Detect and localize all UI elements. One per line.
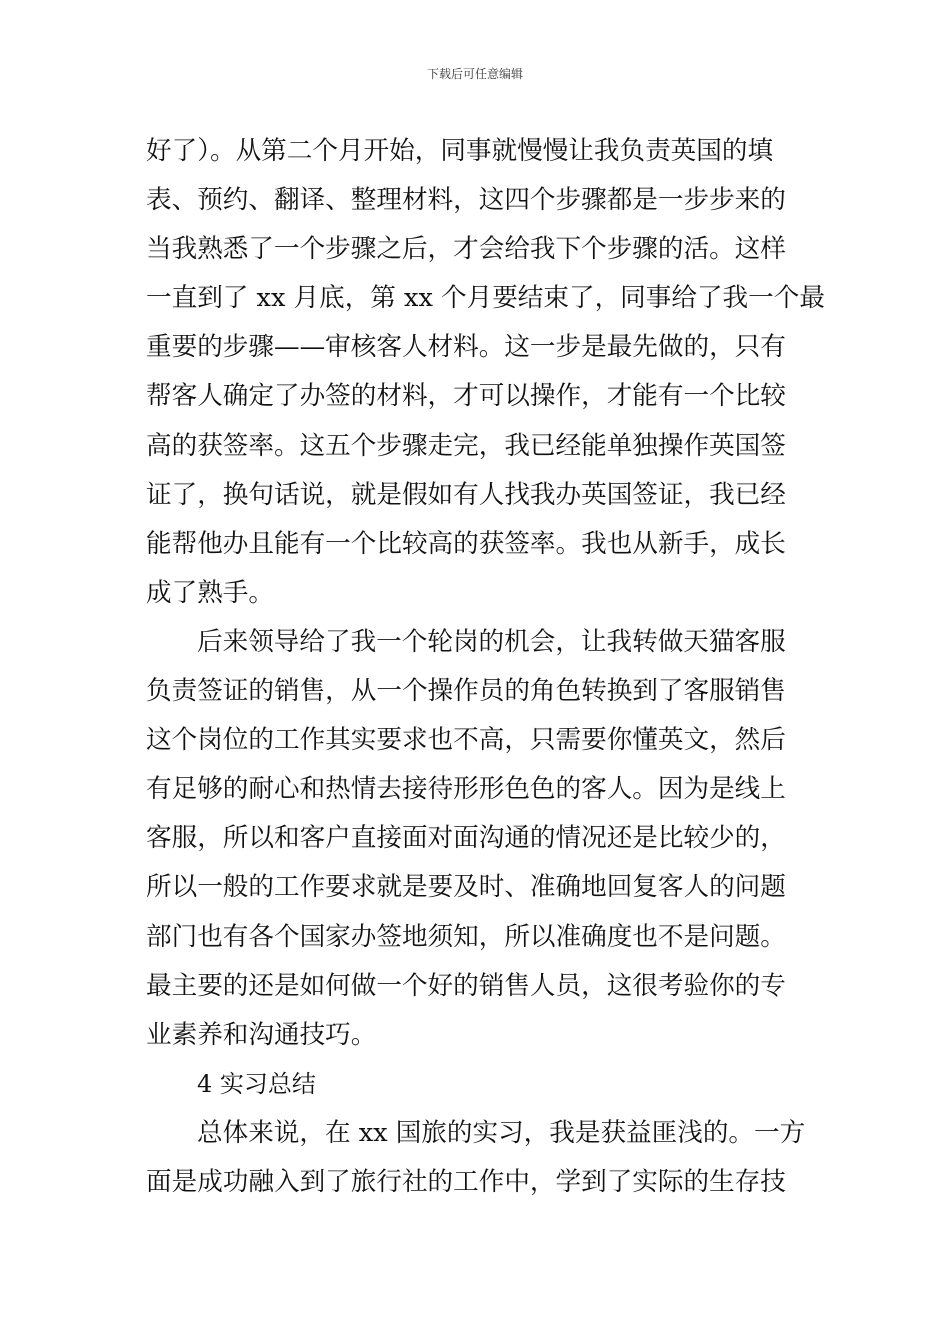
section-heading: 4 实习总结 (197, 1069, 316, 1098)
text-line: 证了，换句话说，就是假如有人找我办英国签证，我已经 (146, 479, 786, 510)
text-line: 所以一般的工作要求就是要及时、准确地回复客人的问题 (146, 872, 786, 903)
text-line: 好了）。从第二个月开始，同事就慢慢让我负责英国的填 (146, 136, 774, 166)
text-line: 重要的步骤——审核客人材料。这一步是最先做的，只有 (146, 332, 786, 363)
document-body (146, 127, 826, 1207)
text-line: 总体来说，在 xx 国旅的实习，我是获益匪浅的。一方 (197, 1117, 806, 1148)
text-line: 当我熟悉了一个步骤之后，才会给我下个步骤的活。这样 (146, 234, 786, 265)
text-line: 这个岗位的工作其实要求也不高，只需要你懂英文，然后 (146, 725, 786, 756)
text-line: 高的获签率。这五个步骤走完，我已经能单独操作英国签 (146, 430, 786, 461)
text-line: 业素养和沟通技巧。 (146, 1019, 377, 1050)
text-line: 成了熟手。 (146, 577, 274, 608)
page-header: 下载后可任意编辑 (426, 67, 523, 81)
text-line: 客服，所以和客户直接面对面沟通的情况还是比较少的， (146, 823, 786, 854)
text-line: 能帮他办且能有一个比较高的获签率。我也从新手，成长 (146, 528, 786, 559)
text-line: 后来领导给了我一个轮岗的机会，让我转做天猫客服 (197, 626, 786, 657)
text-line: 负责签证的销售，从一个操作员的角色转换到了客服销售 (146, 676, 786, 707)
text-line: 最主要的还是如何做一个好的销售人员，这很考验你的专 (146, 970, 786, 1001)
text-line: 面是成功融入到了旅行社的工作中，学到了实际的生存技 (146, 1166, 786, 1197)
text-line: 帮客人确定了办签的材料，才可以操作，才能有一个比较 (146, 381, 786, 412)
text-line: 一直到了 xx 月底，第 xx 个月要结束了，同事给了我一个最 (146, 283, 825, 314)
text-line: 部门也有各个国家办签地须知，所以准确度也不是问题。 (146, 921, 786, 952)
text-line: 表、预约、翻译、整理材料，这四个步骤都是一步步来的 (146, 185, 786, 216)
text-line: 有足够的耐心和热情去接待形形色色的客人。因为是线上 (146, 774, 786, 805)
